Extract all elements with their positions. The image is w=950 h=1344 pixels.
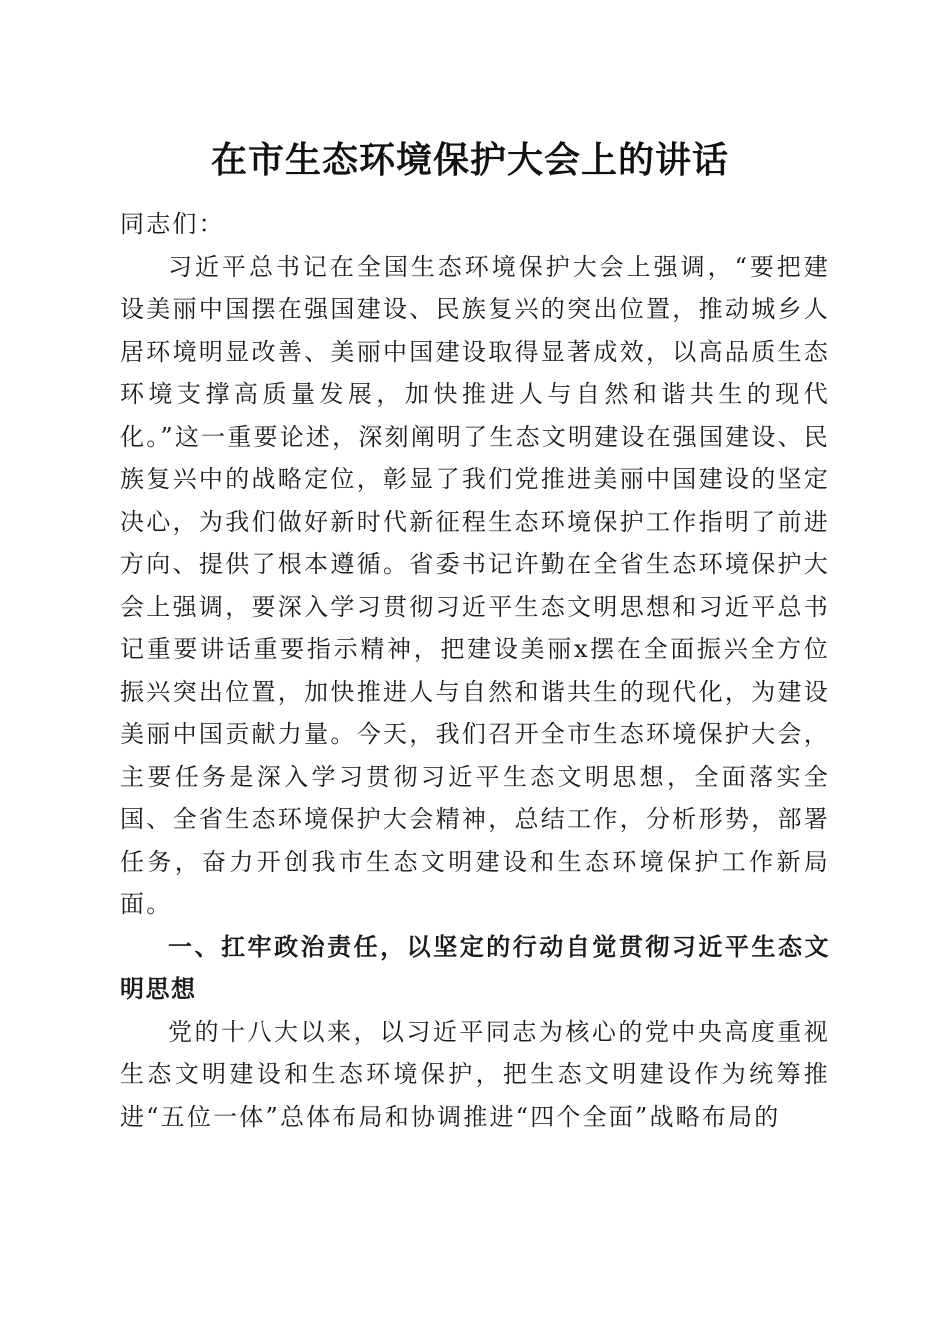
- document-title: 在市生态环境保护大会上的讲话: [210, 139, 729, 181]
- section-heading: 一、扛牢政治责任，以坚定的行动自觉贯彻习近平生态文明思想: [120, 932, 830, 1003]
- paragraph-opening: 习近平总书记在全国生态环境保护大会上强调，“要把建设美丽中国摆在强国建设、民族复兴的突出位置，推动城乡人居环境明显改善、美丽中国建设取得显著成效，以高品质生态环境支撑高质量发展，加快推进人与自然和谐共生的现代化。”这一重要论述，深刻阐明了生态文明建设在强国建设、民族复兴中的战略定位，彰显了我们党推进美丽中国建设的坚定决心，为我们做好新时代新征程生态环境保护工作指明了前进方向、提供了根本遵循。省委书记许勤在全省生态环境保护大会上强调，要深入学习贯彻习近平生态文明思想和习近平总书记重要讲话重要指示精神，把建设美丽x摆在全面振兴全方位振兴突出位置，加快推进人与自然和谐共生的现代化，为建设美丽中国贡献力量。今天，我们召开全市生态环境保护大会，主要任务是深入学习贯彻习近平生态文明思想，全面落实全国、全省生态环境保护大会精神，总结工作，分析形势，部署任务，奋力开创我市生态文明建设和生态环境保护工作新局面。: [120, 252, 830, 918]
- paragraph-section-one: 党的十八大以来，以习近平同志为核心的党中央高度重视生态文明建设和生态环境保护，把生态文明建设作为统筹推进“五位一体”总体布局和协调推进“四个全面”战略布局的: [120, 1017, 830, 1131]
- salutation: 同志们：: [120, 210, 225, 238]
- document-body: [120, 203, 830, 1138]
